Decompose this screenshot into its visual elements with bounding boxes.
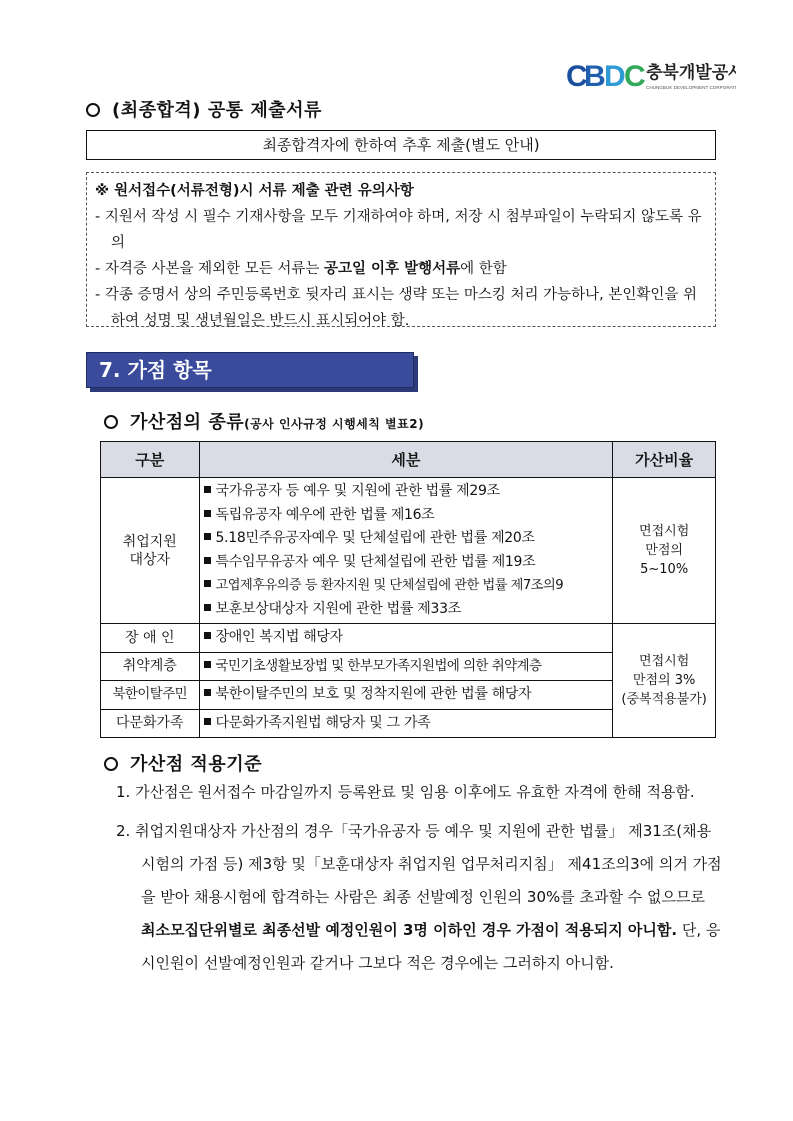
category-disabled: 장 애 인: [101, 624, 200, 653]
table-row: [101, 478, 716, 624]
detail-multicultural: 다문화가족지원법 해당자 및 그 가족: [215, 714, 431, 731]
section-7-banner: [86, 352, 416, 390]
square-bullet-icon: [204, 632, 211, 639]
category-veterans: 취업지원 대상자: [122, 533, 177, 568]
detail-defector: 북한이탈주민의 보호 및 정착지원에 관한 법률 해당자: [215, 686, 532, 702]
category-defector: 북한이탈주민: [101, 681, 200, 710]
square-bullet-icon: [204, 580, 211, 587]
category-cell-veterans: [101, 478, 200, 624]
list-item: [204, 480, 611, 504]
notice-title: ※ 원서접수(서류전형)시 서류 제출 관련 유의사항: [95, 183, 414, 199]
final-docs-heading: [86, 96, 322, 122]
logo-brand-b: B: [584, 60, 606, 93]
list-item: [204, 598, 611, 622]
detail-veterans-3: 5.18민주유공자예우 및 단체설립에 관한 법률 제20조: [215, 530, 535, 546]
detail-cell-defector: [199, 681, 613, 710]
notice-box: [86, 172, 716, 327]
criteria-heading-text: 가산점 적용기준: [130, 754, 262, 775]
circle-bullet-icon: [86, 103, 100, 117]
criteria-heading: [104, 750, 262, 776]
square-bullet-icon: [204, 486, 211, 493]
bonus-types-heading-small: (공사 인사규정 시행세칙 별표2): [244, 417, 425, 431]
list-item: [204, 527, 611, 551]
notice-item-2-bold: 공고일 이후 발행서류: [323, 261, 461, 277]
rate-cell-shared: [613, 624, 716, 738]
detail-cell-disabled: [199, 624, 613, 653]
logo-name-en: CHUNGBUK DEVELOPMENT CORPORATION: [646, 85, 736, 90]
table-row: [101, 624, 716, 653]
criteria-item-2-bold: 최소모집단위별로 최종선발 예정인원이 3명 이하인 경우 가점이 적용되지 아니함.: [141, 921, 678, 939]
detail-veterans-1: 국가유공자 등 예우 및 지원에 관한 법률 제29조: [215, 483, 500, 499]
col-header-rate: 가산비율: [613, 442, 716, 478]
square-bullet-icon: [204, 510, 211, 517]
logo-mark: [566, 56, 736, 96]
detail-veterans-6: 보훈보상대상자 지원에 관한 법률 제33조: [215, 600, 461, 617]
bonus-table: [100, 441, 716, 738]
detail-cell-multicultural: [199, 709, 613, 738]
detail-cell-vulnerable: [199, 652, 613, 681]
detail-veterans-2: 독립유공자 예우에 관한 법률 제16조: [215, 506, 435, 523]
rate-veterans: 면접시험 만점의 5~10%: [639, 524, 690, 577]
rate-shared: 면접시험 만점의 3% (중복적용불가): [621, 654, 707, 707]
list-item: [204, 504, 611, 528]
final-docs-box: 최종합격자에 한하여 추후 제출(별도 안내): [86, 130, 716, 160]
final-docs-heading-text: (최종합격) 공통 제출서류: [112, 100, 322, 121]
detail-cell-veterans: [199, 478, 613, 624]
logo-brand-c: C: [566, 60, 588, 93]
circle-bullet-icon: [104, 757, 118, 771]
notice-item-2: [95, 256, 705, 282]
detail-disabled: 장애인 복지법 해당자: [215, 629, 343, 645]
section-7-title: 7. 가점 항목: [86, 352, 414, 388]
notice-item-2-after: 에 한함: [460, 261, 507, 277]
logo-brand-c2: C: [624, 60, 646, 93]
square-bullet-icon: [204, 604, 211, 611]
col-header-detail: 세분: [199, 442, 613, 478]
table-header-row: [101, 442, 716, 478]
bonus-types-heading: [104, 408, 424, 434]
square-bullet-icon: [204, 533, 211, 540]
detail-veterans-5: 고엽제후유의증 등 환자지원 및 단체설립에 관한 법률 제7조의9: [215, 578, 564, 593]
list-item: [204, 574, 611, 598]
square-bullet-icon: [204, 689, 211, 696]
criteria-list: [116, 776, 722, 980]
notice-item-2-before: - 자격증 사본을 제외한 모든 서류는: [95, 261, 324, 277]
bonus-types-heading-text: 가산점의 종류: [130, 412, 245, 433]
detail-veterans-4: 특수임무유공자 예우 및 단체설립에 관한 법률 제19조: [215, 553, 536, 570]
logo-name-ko: 충북개발공사: [646, 63, 736, 83]
rate-cell-veterans: [613, 478, 716, 624]
criteria-item-1: 1. 가산점은 원서접수 마감일까지 등록완료 및 임용 이후에도 유효한 자격에 한해 적용함.: [116, 783, 695, 801]
detail-vulnerable: 국민기초생활보장법 및 한부모가족지원법에 의한 취약계층: [215, 658, 542, 674]
criteria-item-2-before: 2. 취업지원대상자 가산점의 경우「국가유공자 등 예우 및 지원에 관한 법률」 제31조(채용시험의 가점 등) 제3항 및「보훈대상자 취업지원 업무처리지침」 제41조의3에 의거 가점을 받아 채용시험에 합격하는 사람은 최종 선발예정 인원의 30%를 초과할 수 없으므로: [116, 822, 722, 906]
category-vulnerable: 취약계층: [101, 652, 200, 681]
notice-item-1: - 지원서 작성 시 필수 기재사항을 모두 기재하여야 하며, 저장 시 첨부파일이 누락되지 않도록 유의: [95, 209, 702, 251]
criteria-item-2: [116, 815, 722, 980]
col-header-category: 구분: [101, 442, 200, 478]
notice-item-3: - 각종 증명서 상의 주민등록번호 뒷자리 표시는 생략 또는 마스킹 처리 가능하나, 본인확인을 위하여 성명 및 생년월일은 반드시 표시되어야 함.: [95, 287, 698, 329]
square-bullet-icon: [204, 661, 211, 668]
square-bullet-icon: [204, 557, 211, 564]
criteria-item-2-after: 단, 응시인원이 선발예정인원과 같거나 그보다 적은 경우에는 그러하지 아니함.: [141, 921, 721, 972]
company-logo: [566, 56, 736, 96]
list-item: [204, 551, 611, 575]
category-multicultural: 다문화가족: [101, 709, 200, 738]
square-bullet-icon: [204, 718, 211, 725]
logo-brand-d: D: [604, 60, 626, 93]
circle-bullet-icon: [104, 415, 118, 429]
